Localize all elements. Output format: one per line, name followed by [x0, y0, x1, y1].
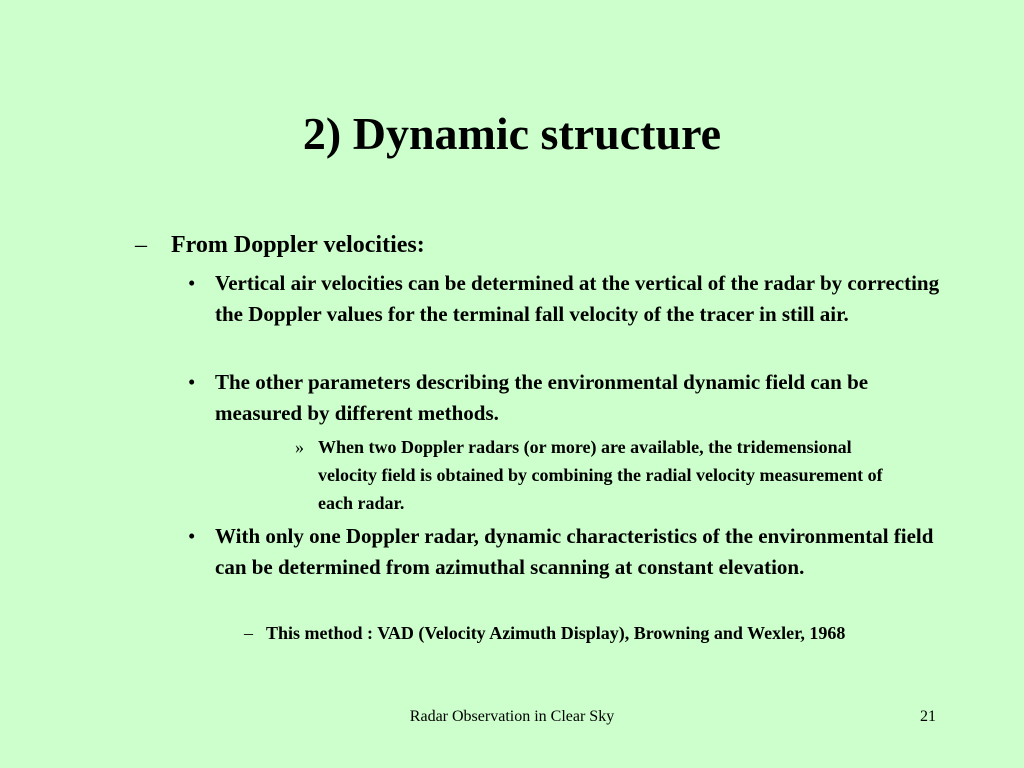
bullet-marker: •: [188, 524, 196, 548]
sub-item-two-doppler-radars: [295, 433, 895, 517]
dash-marker: –: [244, 623, 253, 643]
chevron-marker: »: [295, 437, 304, 457]
sub-item-text: This method : VAD (Velocity Azimuth Display), Browning and Wexler, 1968: [266, 623, 846, 643]
sub-item-text: When two Doppler radars (or more) are available, the tridemensional velocity field is obtained by combining the radial velocity measurement of each radar.: [318, 437, 883, 513]
list-item-text: From Doppler velocities:: [171, 232, 425, 258]
bullet-item-other-parameters: [188, 367, 948, 429]
bullet-text: Vertical air velocities can be determined at the vertical of the radar by correcting the Doppler values for the terminal fall velocity of the tracer in still air.: [215, 271, 940, 326]
page-number: 21: [920, 708, 936, 725]
bullet-marker: •: [188, 370, 196, 394]
bullet-item-vertical-velocities: [188, 268, 948, 330]
sub-item-vad-method: [244, 619, 894, 647]
footer-title: Radar Observation in Clear Sky: [409, 708, 615, 725]
bullet-item-one-doppler-radar: [188, 521, 948, 583]
bullet-text: The other parameters describing the environmental dynamic field can be measured by different methods.: [215, 370, 869, 425]
dash-marker: –: [135, 232, 147, 258]
bullet-text: With only one Doppler radar, dynamic characteristics of the environmental field can be determined from azimuthal scanning at constant elevation.: [215, 524, 934, 579]
slide-title: 2) Dynamic structure: [302, 108, 722, 159]
list-item-from-doppler: [135, 230, 935, 261]
bullet-marker: •: [188, 271, 196, 295]
